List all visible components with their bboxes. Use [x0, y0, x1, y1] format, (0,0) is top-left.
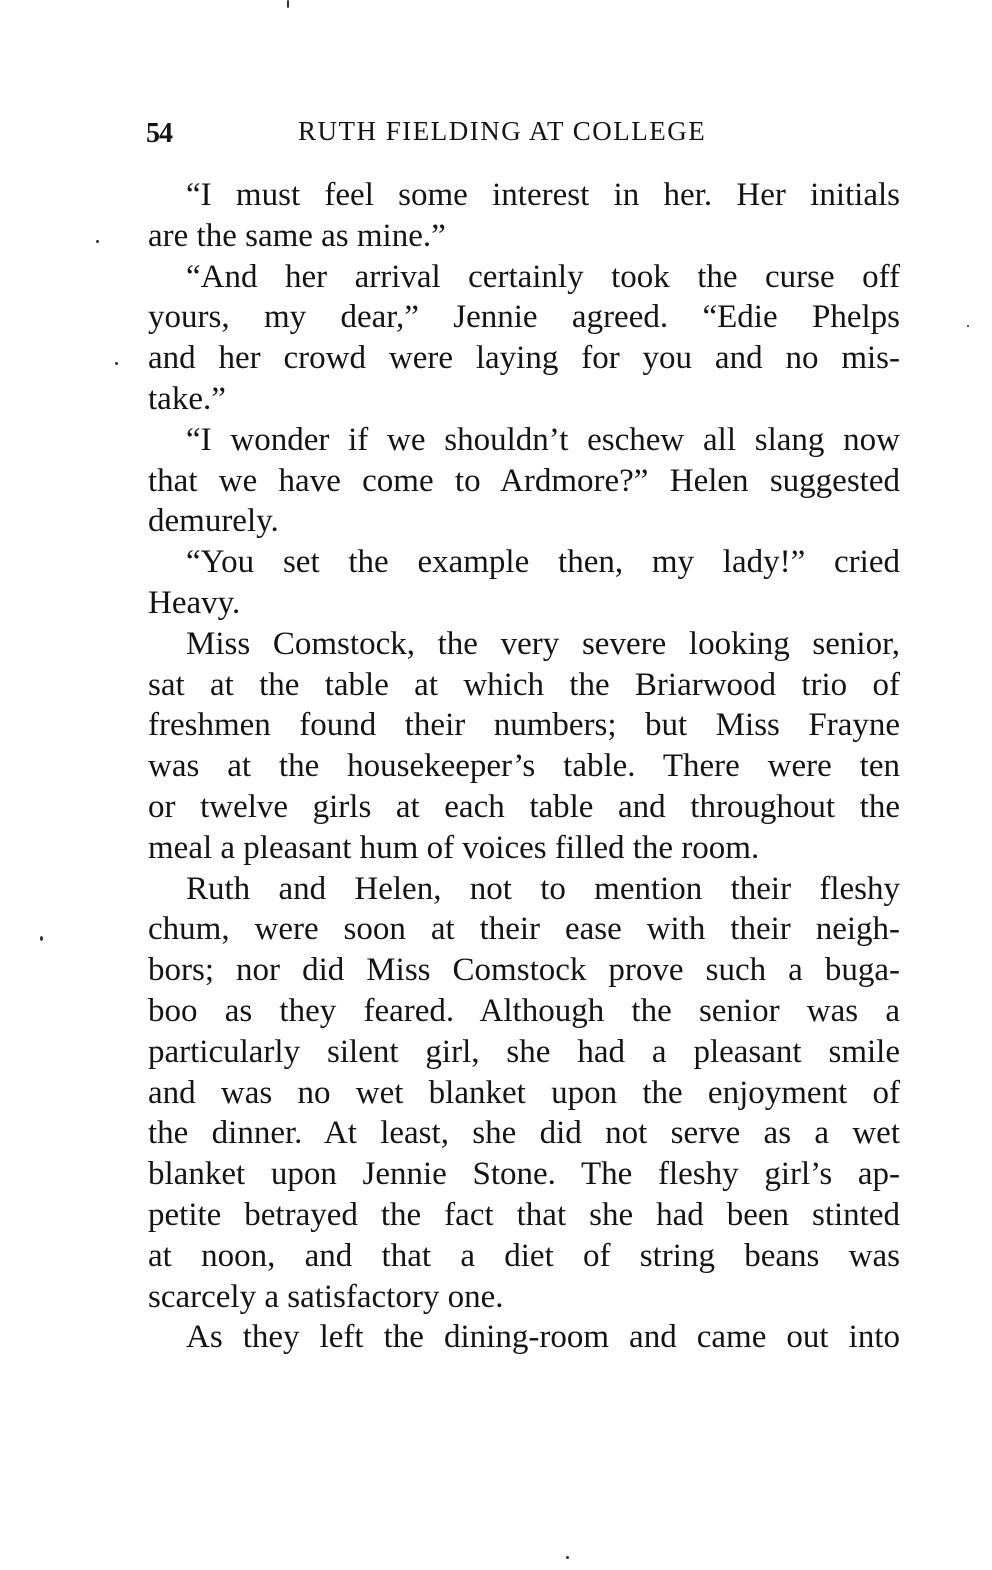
- text-line: chum, were soon at their ease with their neigh-: [148, 911, 900, 948]
- print-speck: [40, 936, 43, 941]
- text-line: and her crowd were laying for you and no mis-: [148, 340, 900, 377]
- text-line: “And her arrival certainly took the curse off: [186, 258, 900, 295]
- print-speck: [287, 0, 289, 8]
- text-line: freshmen found their numbers; but Miss Frayne: [148, 707, 900, 744]
- text-line: demurely.: [148, 503, 279, 540]
- text-line: “You set the example then, my lady!” cried: [186, 544, 900, 581]
- text-line: petite betrayed the fact that she had been stinted: [148, 1196, 900, 1233]
- text-line: sat at the table at which the Briarwood trio of: [148, 666, 900, 703]
- running-title: RUTH FIELDING AT COLLEGE: [298, 116, 707, 146]
- text-line: “I must feel some interest in her. Her initials: [186, 177, 900, 213]
- body-text: [148, 175, 900, 1358]
- print-speck: [96, 240, 99, 243]
- print-speck: [115, 362, 118, 365]
- text-line: Heavy.: [148, 584, 241, 621]
- text-line: yours, my dear,” Jennie agreed. “Edie Phelps: [148, 299, 900, 336]
- print-speck: [566, 1556, 569, 1559]
- print-speck: [967, 325, 969, 327]
- text-line: was at the housekeeper’s table. There were ten: [148, 748, 900, 785]
- text-line: boo as they feared. Although the senior was a: [148, 992, 900, 1029]
- text-line: are the same as mine.”: [148, 217, 446, 254]
- page-header: [146, 112, 902, 156]
- text-line: particularly silent girl, she had a pleasant smile: [148, 1033, 900, 1070]
- text-line: blanket upon Jennie Stone. The fleshy girl’s ap-: [148, 1156, 900, 1193]
- text-line: or twelve girls at each table and throughout the: [148, 788, 900, 825]
- text-line: and was no wet blanket upon the enjoyment of: [148, 1074, 900, 1111]
- text-line: take.”: [148, 380, 226, 417]
- text-line: scarcely a satisfactory one.: [148, 1278, 504, 1315]
- text-line: As they left the dining-room and came out into: [186, 1319, 900, 1356]
- text-line: Ruth and Helen, not to mention their fleshy: [186, 870, 900, 907]
- text-line: bors; nor did Miss Comstock prove such a buga-: [148, 952, 900, 989]
- text-line: the dinner. At least, she did not serve as a wet: [148, 1115, 900, 1152]
- text-line: that we have come to Ardmore?” Helen suggested: [148, 462, 900, 499]
- text-line: “I wonder if we shouldn’t eschew all slang now: [186, 421, 900, 458]
- text-line: at noon, and that a diet of string beans was: [148, 1237, 900, 1274]
- page-number: 54: [146, 118, 172, 149]
- text-line: Miss Comstock, the very severe looking senior,: [186, 625, 900, 662]
- text-line: meal a pleasant hum of voices filled the room.: [148, 829, 760, 866]
